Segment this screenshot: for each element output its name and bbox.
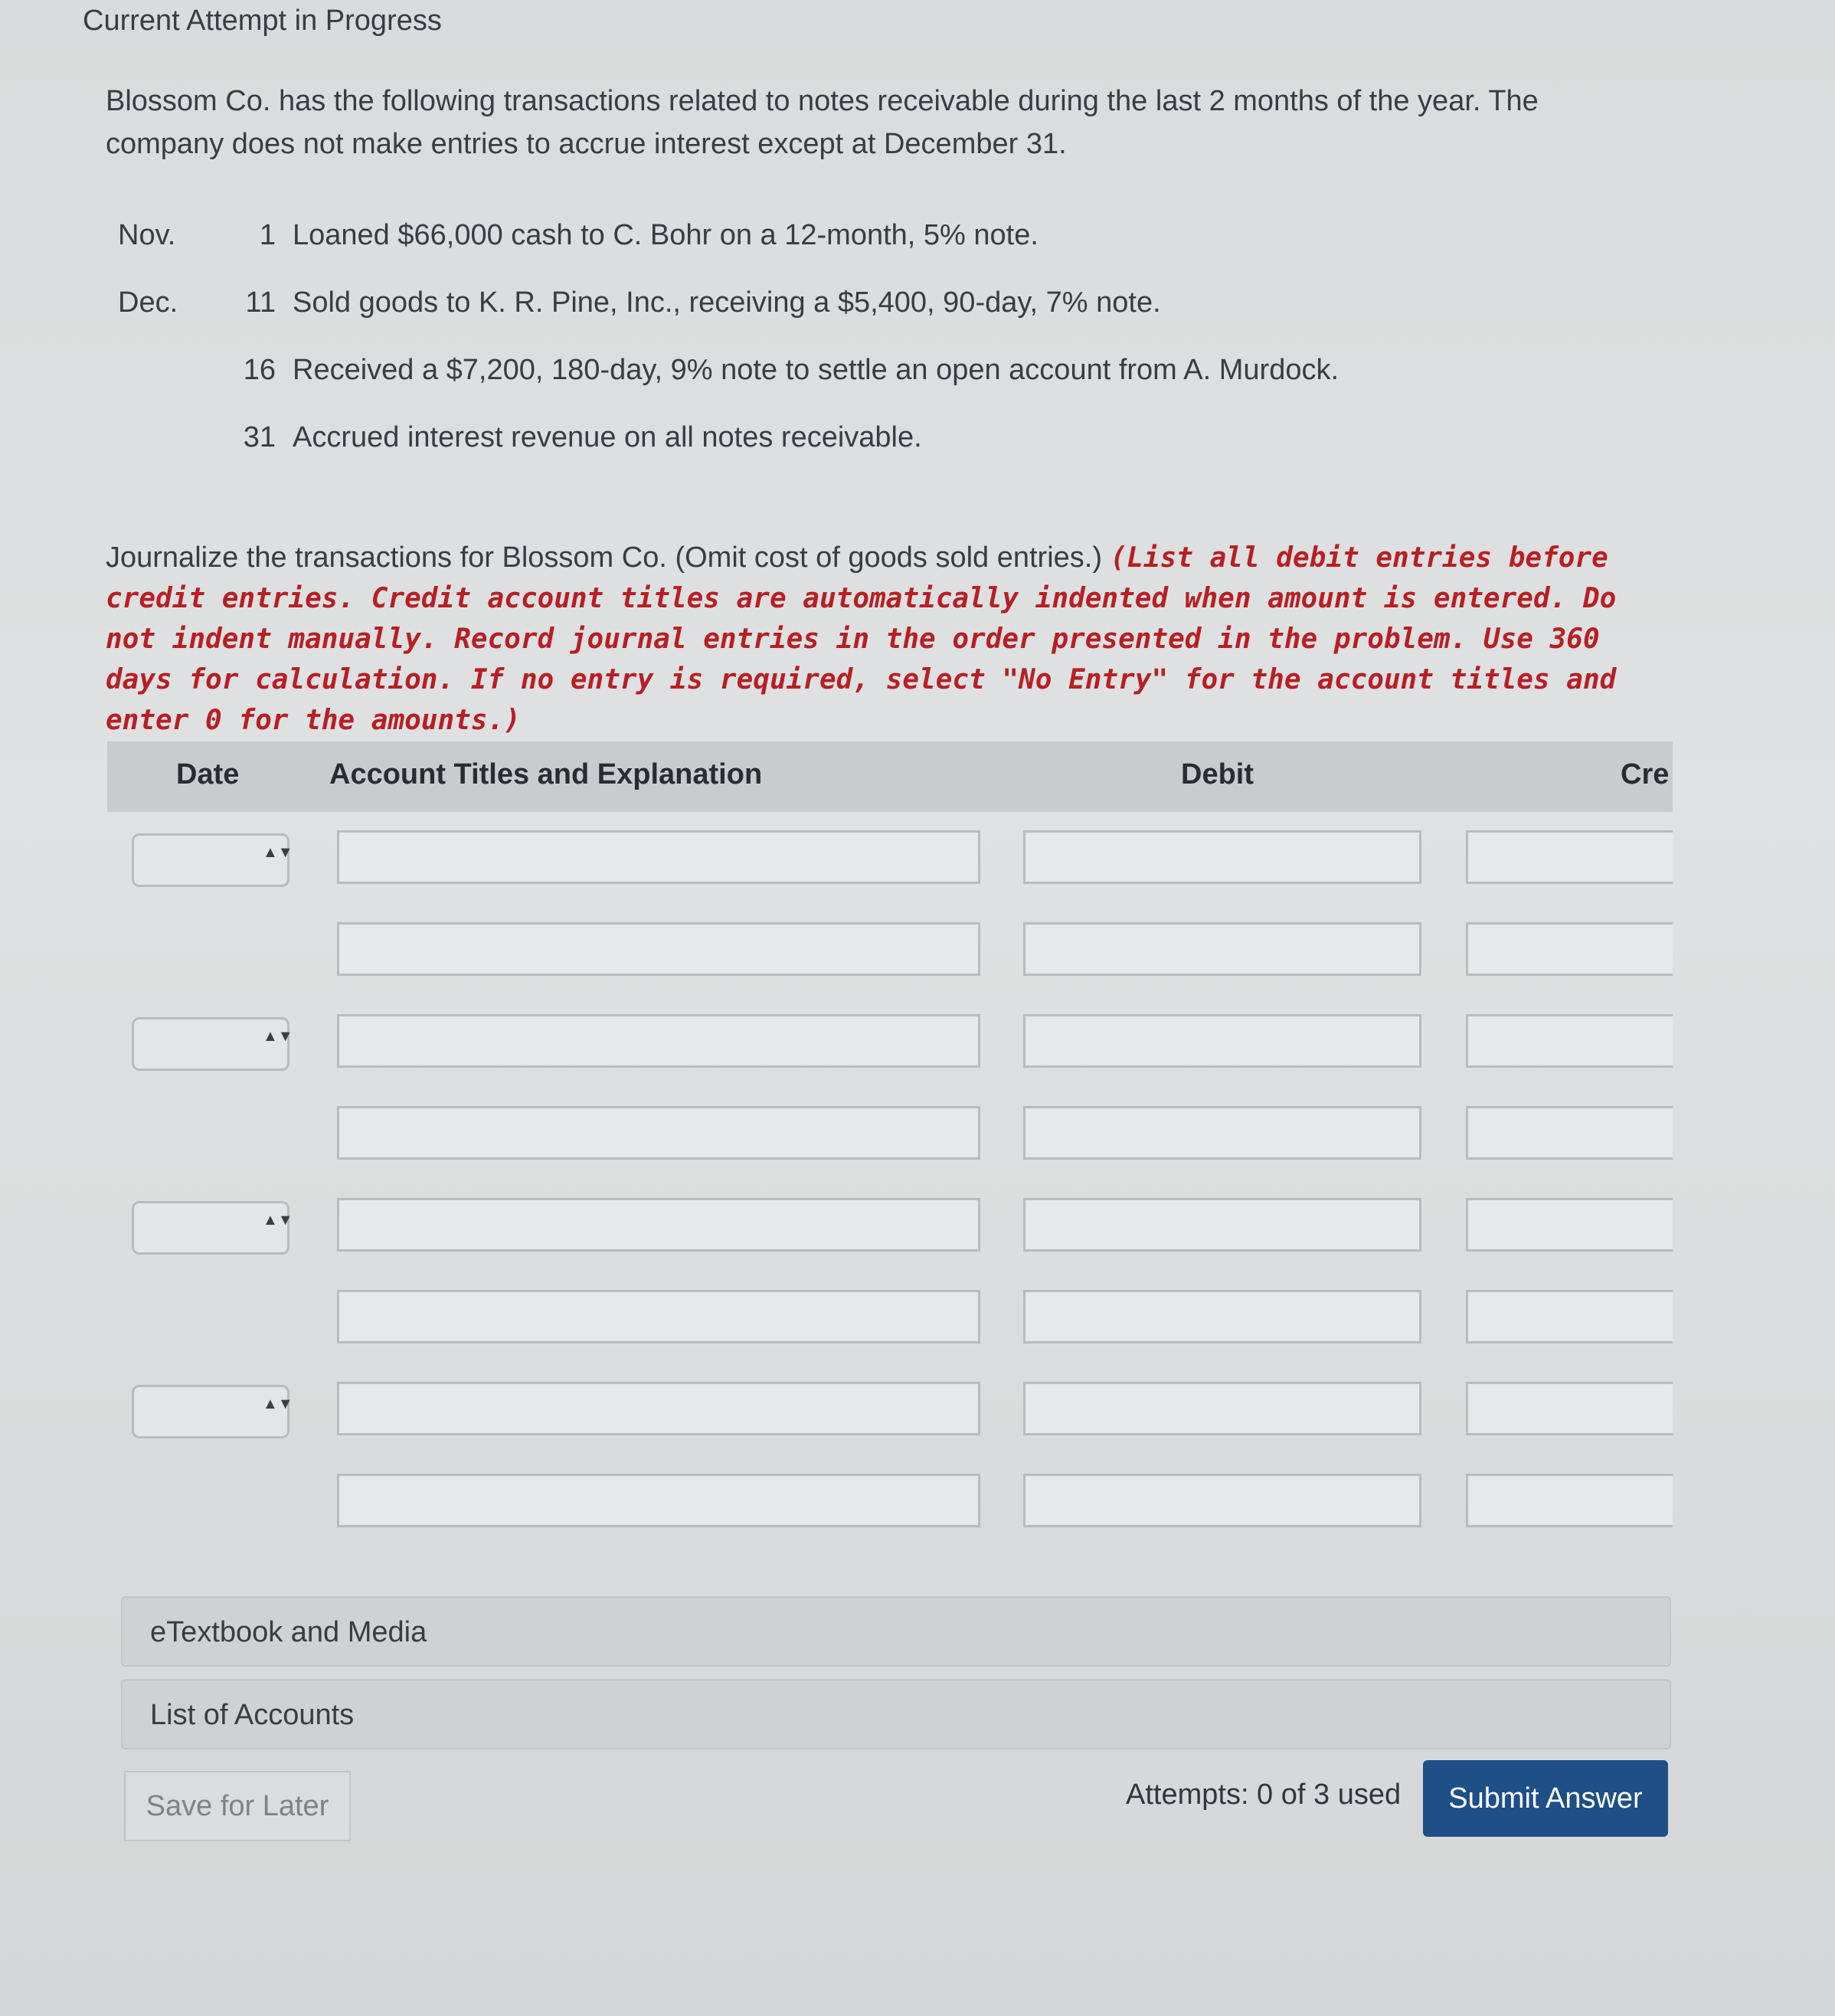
transaction-description: Loaned $66,000 cash to C. Bohr on a 12-month, 5% note.	[293, 219, 1039, 251]
journal-row	[107, 830, 1673, 890]
journal-row	[107, 922, 1673, 982]
page-heading: Current Attempt in Progress	[83, 5, 442, 37]
transaction-day: 11	[245, 286, 276, 319]
journal-row	[107, 1290, 1673, 1350]
account-title-input[interactable]	[337, 1014, 980, 1068]
journal-row	[107, 1382, 1673, 1442]
attempts-counter: Attempts: 0 of 3 used	[1126, 1779, 1402, 1811]
select-arrows-icon: ▲▼	[263, 844, 293, 861]
credit-input[interactable]	[1466, 1198, 1673, 1252]
select-arrows-icon: ▲▼	[263, 1396, 293, 1412]
account-title-input[interactable]	[337, 922, 980, 976]
debit-input[interactable]	[1023, 1290, 1421, 1343]
debit-input[interactable]	[1023, 1474, 1421, 1527]
account-title-input[interactable]	[337, 1382, 980, 1435]
select-arrows-icon: ▲▼	[263, 1212, 293, 1229]
debit-column-header: Debit	[1181, 758, 1254, 790]
account-title-input[interactable]	[337, 1474, 980, 1527]
journal-row	[107, 1198, 1673, 1258]
credit-input[interactable]	[1466, 830, 1673, 884]
credit-input[interactable]	[1466, 1290, 1673, 1343]
date-select[interactable]	[132, 833, 293, 887]
date-column-header: Date	[176, 758, 240, 790]
account-title-input[interactable]	[337, 1198, 980, 1252]
transaction-month: Nov.	[118, 219, 176, 251]
credit-input[interactable]	[1466, 1382, 1673, 1435]
transaction-description: Sold goods to K. R. Pine, Inc., receiving a $5,400, 90-day, 7% note.	[293, 286, 1161, 319]
save-for-later-button[interactable]: Save for Later	[124, 1771, 351, 1841]
date-select[interactable]	[132, 1201, 293, 1255]
submit-answer-button[interactable]: Submit Answer	[1423, 1760, 1668, 1837]
debit-input[interactable]	[1023, 1014, 1421, 1068]
account-title-input[interactable]	[337, 1290, 980, 1343]
instructions-plain: Journalize the transactions for Blossom Co. (Omit cost of goods sold entries.)	[106, 542, 1110, 574]
select-arrows-icon: ▲▼	[263, 1028, 293, 1045]
date-select[interactable]	[132, 1017, 293, 1071]
credit-input[interactable]	[1466, 1014, 1673, 1068]
etextbook-link[interactable]	[121, 1596, 1671, 1667]
transaction-day: 1	[259, 219, 276, 251]
transaction-day: 16	[243, 354, 276, 386]
debit-input[interactable]	[1023, 1382, 1421, 1435]
etextbook-label: eTextbook and Media	[150, 1616, 427, 1648]
credit-input[interactable]	[1466, 1106, 1673, 1160]
journal-header	[107, 741, 1673, 812]
account-title-input[interactable]	[337, 1106, 980, 1160]
account-title-input[interactable]	[337, 830, 980, 884]
journal-row	[107, 1106, 1673, 1166]
instructions	[106, 538, 1676, 741]
credit-input[interactable]	[1466, 922, 1673, 976]
journal-row	[107, 1474, 1673, 1533]
list-of-accounts-label: List of Accounts	[150, 1699, 355, 1731]
transaction-description: Accrued interest revenue on all notes receivable.	[293, 421, 922, 453]
debit-input[interactable]	[1023, 1106, 1421, 1160]
journal-entry-table	[107, 741, 1673, 1546]
debit-input[interactable]	[1023, 1198, 1421, 1252]
journal-row	[107, 1014, 1673, 1074]
transaction-day: 31	[243, 421, 276, 453]
credit-input[interactable]	[1466, 1474, 1673, 1527]
credit-column-header: Cre	[1621, 758, 1670, 790]
instructions-red: (List all debit entries before credit entries. Credit account titles are automatically indented when amount is entered. Do not indent manually. Record journal entries in the order presented in the problem. Use 360 days for calculation. If no entry is required, select "No Entry" for the account titles and enter 0 for the amounts.)	[106, 542, 1617, 736]
list-of-accounts-link[interactable]	[121, 1679, 1671, 1749]
problem-intro: Blossom Co. has the following transactions related to notes receivable during the last 2 months of the year. The company does not make entries to accrue interest except at December 31.	[106, 85, 1539, 160]
date-select[interactable]	[132, 1385, 293, 1438]
debit-input[interactable]	[1023, 922, 1421, 976]
debit-input[interactable]	[1023, 830, 1421, 884]
transaction-description: Received a $7,200, 180-day, 9% note to settle an open account from A. Murdock.	[293, 354, 1339, 386]
transaction-month: Dec.	[118, 286, 178, 319]
account-column-header: Account Titles and Explanation	[329, 758, 763, 790]
